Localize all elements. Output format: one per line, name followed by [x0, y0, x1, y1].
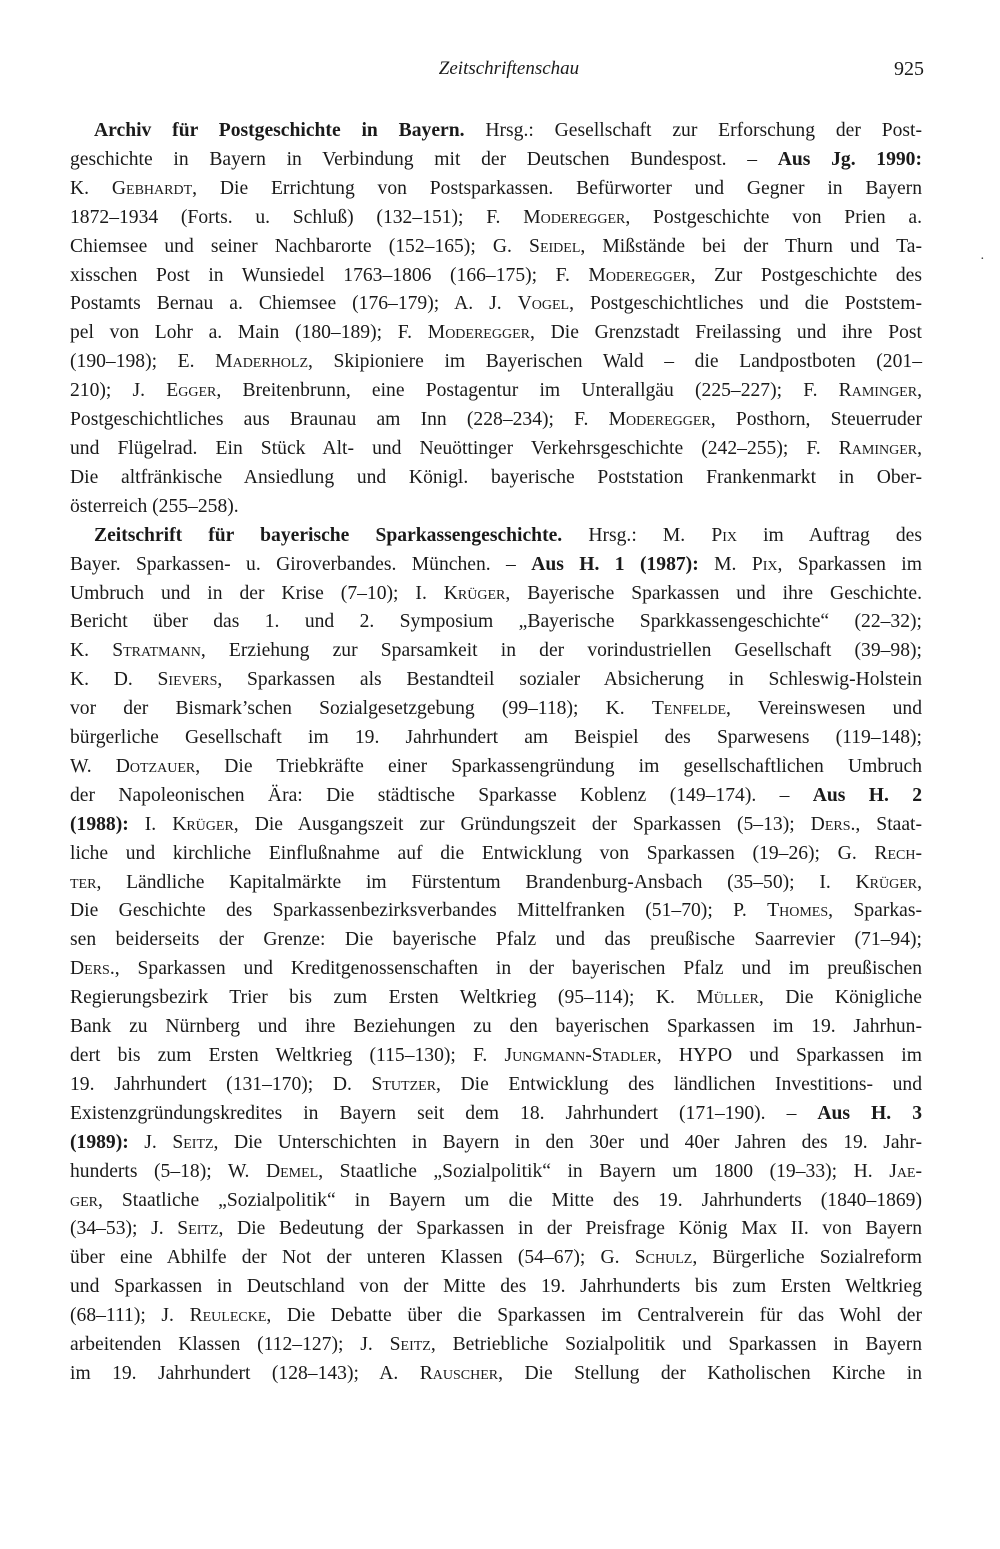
text-line [70, 319, 922, 348]
text-run: , Die Triebkräfte einer Sparkassengründung im gesellschaftlichen Umbruch [195, 755, 922, 777]
text-run: , Posthorn, Steuerruder [710, 409, 922, 431]
bold-text: Aus H. 1 (1987): [531, 553, 699, 575]
author-name: Demel [265, 1160, 319, 1182]
text-run: vor der Bismark’schen Sozialgesetzgebung (99–118); K. [70, 698, 652, 720]
text-line [70, 1302, 922, 1331]
running-title: Zeitschriftenschau [438, 58, 580, 79]
text-line [70, 840, 922, 869]
text-line [70, 290, 922, 319]
text-run: , Postgeschichtliches und die Poststem- [569, 293, 923, 315]
text-line [70, 897, 922, 926]
text-run: und Flügelrad. Ein Stück Alt- und Neuöttinger Verkehrsgeschichte (242–255); F. [70, 437, 839, 459]
author-name: Krüger [443, 582, 506, 604]
text-line [70, 695, 922, 724]
text-run: , Die Bedeutung der Sparkassen in der Preisfrage König Max II. von Bayern [218, 1218, 922, 1240]
author-name: Dotzauer [115, 755, 196, 777]
text-line [70, 377, 922, 406]
text-run: (34–53); J. [70, 1218, 178, 1240]
text-line [70, 435, 922, 464]
text-line [70, 811, 922, 840]
body-text [70, 117, 922, 1389]
bold-text: Aus H. 2 [812, 784, 923, 806]
text-line [70, 262, 922, 291]
text-run: , Die Grenzstadt Freilassing und ihre Post [529, 322, 922, 344]
text-run: , [917, 437, 922, 459]
text-run: der Napoleonischen Ära: Die städtische Sparkasse Koblenz (149–174). – [70, 784, 813, 806]
text-line [70, 1129, 922, 1158]
text-run: Die altfränkische Ansiedlung und Königl. bayerische Poststation Frankenmarkt in Ober- [70, 466, 922, 488]
text-line [70, 1042, 922, 1071]
paragraph [70, 117, 922, 522]
author-name: Reulecke [189, 1305, 267, 1327]
text-line [70, 551, 922, 580]
text-run: , Sparkassen und Kreditgenossenschaften in der bayerischen Pfalz und im preußischen [114, 958, 922, 980]
text-run: und Sparkassen in Deutschland von der Mitte des 19. Jahrhunderts bis zum Ersten Weltkrieg [70, 1276, 922, 1298]
text-line [70, 348, 922, 377]
text-run: sen beiderseits der Grenze: Die bayerische Pfalz und das preußische Saarrevier (71–94); [70, 929, 922, 951]
author-name: Vogel [517, 293, 570, 315]
text-line [70, 926, 922, 955]
text-run: , Sparkassen als Bestandteil sozialer Absicherung in Schleswig-Holstein [217, 669, 922, 691]
text-run: Die Geschichte des Sparkassenbezirksverbandes Mittelfranken (51–70); P. [70, 900, 768, 922]
bold-text: (1988): [70, 813, 129, 835]
text-line [70, 1360, 922, 1389]
text-run: Postgeschichtliches aus Braunau am Inn (228–234); F. [70, 409, 609, 431]
text-run: , Die Debatte über die Sparkassen im Centralverein für das Wohl der [266, 1305, 922, 1327]
text-run: Bericht über das 1. und 2. Symposium „Bayerische Sparkkassengeschichte“ (22–32); [70, 611, 922, 633]
author-name: Raminger [838, 380, 918, 402]
text-run: , Bürgerliche Sozialreform [692, 1247, 922, 1269]
text-run: Bayer. Sparkassen- u. Giroverbandes. München. – [70, 553, 532, 575]
text-run: , Erziehung zur Sparsamkeit in der vorindustriellen Gesellschaft (39–98); [200, 640, 922, 662]
text-line [70, 608, 922, 637]
author-name: Jungmann-Stadler [504, 1045, 657, 1066]
text-line [70, 233, 922, 262]
text-run: arbeitenden Klassen (112–127); J. [70, 1334, 390, 1356]
text-run: K. [70, 177, 112, 199]
text-run: Regierungsbezirk Trier bis zum Ersten Weltkrieg (95–114); K. [70, 987, 697, 1009]
text-run: bürgerliche Gesellschaft im 19. Jahrhundert am Beispiel des Sparwesens (119–148); [70, 727, 922, 749]
bold-text: Aus H. 3 [817, 1102, 922, 1124]
text-run: im 19. Jahrhundert (128–143); A. [70, 1362, 420, 1384]
text-run: 210); J. [70, 380, 167, 402]
text-line [70, 1244, 922, 1273]
text-line [70, 637, 922, 666]
text-run: K. D. [70, 669, 158, 691]
author-name: Müller [696, 987, 759, 1009]
text-run: , Die Unterschichten in Bayern in den 30er und 40er Jahren des 19. Jahr- [213, 1131, 922, 1153]
text-run: Hrsg.: M. [562, 524, 712, 546]
author-name: Moderegger [608, 409, 711, 431]
text-run: pel von Lohr a. Main (180–189); F. [70, 322, 428, 344]
text-run: liche und kirchliche Einflußnahme auf die Entwicklung von Sparkassen (19–26); G. [70, 842, 875, 864]
author-name: Stutzer [371, 1073, 437, 1095]
text-run: I. [128, 813, 173, 835]
text-line [70, 117, 922, 146]
text-run: Existenzgründungskredites in Bayern seit dem 18. Jahrhundert (171–190). – [70, 1102, 818, 1124]
text-run: , Die Entwicklung des ländlichen Investitions- und [436, 1073, 922, 1095]
author-name: Jae- [889, 1160, 922, 1182]
text-run: (190–198); E. [70, 351, 216, 373]
text-run: , Postgeschichte von Prien a. [625, 206, 922, 228]
text-line [70, 782, 922, 811]
author-name: Rech- [874, 842, 922, 864]
text-run: , Sparkas- [828, 900, 923, 922]
author-name: Maderholz [215, 351, 309, 373]
bold-text: Zeitschrift für bayerische Sparkassengeschichte. [94, 524, 563, 546]
text-run: , Die Errichtung von Postsparkassen. Befürworter und Gegner in Bayern [192, 177, 923, 199]
author-name: Pix [751, 553, 778, 575]
text-line [70, 984, 922, 1013]
text-run: , Die Stellung der Katholischen Kirche in [498, 1362, 922, 1384]
text-line [70, 464, 922, 493]
text-run: Bank zu Nürnberg und ihre Beziehungen zu den bayerischen Sparkassen im 19. Jahrhun- [70, 1016, 922, 1038]
text-run: , Staatliche „Sozialpolitik“ in Bayern um 1800 (19–33); H. [318, 1160, 890, 1182]
text-line [70, 493, 922, 522]
author-name: ter [70, 871, 97, 893]
text-line [70, 1158, 922, 1187]
text-run: , [917, 380, 922, 402]
author-name: Schulz [634, 1247, 693, 1269]
text-line [70, 204, 922, 233]
text-line [70, 1331, 922, 1360]
author-name: Raminger [838, 437, 918, 459]
text-line [70, 580, 922, 609]
author-name: Seitz [389, 1334, 431, 1356]
text-run: , Ländliche Kapitalmärkte im Fürstentum Brandenburg-Ansbach (35–50); I. [96, 871, 856, 893]
author-name: ger [70, 1189, 98, 1211]
text-line [70, 146, 922, 175]
text-run: , Bayerische Sparkassen und ihre Geschichte. [505, 582, 922, 604]
text-line [70, 1100, 922, 1129]
text-line [70, 869, 922, 898]
bold-text: Archiv für Postgeschichte in Bayern. [94, 120, 465, 141]
author-name: Seidel [529, 235, 581, 257]
text-run: im Auftrag des [736, 524, 922, 546]
text-line [70, 1215, 922, 1244]
text-run: , Staatliche „Sozialpolitik“ in Bayern um die Mitte des 19. Jahrhunderts (1840–1869) [98, 1189, 922, 1211]
text-run: , Betriebliche Sozialpolitik und Sparkassen in Bayern [430, 1334, 922, 1356]
text-run: , HYPO und Sparkassen im [656, 1045, 922, 1066]
text-run: , Mißstände bei der Thurn und Ta- [580, 235, 922, 257]
author-name: Ders. [810, 813, 856, 835]
text-run: über eine Abhilfe der Not der unteren Klassen (54–67); G. [70, 1247, 635, 1269]
author-name: Seitz [177, 1218, 219, 1240]
paragraph [70, 522, 922, 1389]
text-line [70, 724, 922, 753]
author-name: Ders. [70, 958, 115, 980]
text-run: , [917, 871, 922, 893]
text-run: Chiemsee und seiner Nachbarorte (152–165); G. [70, 235, 530, 257]
author-name: Stratmann [112, 640, 201, 662]
author-name: Seitz [172, 1131, 214, 1153]
margin-mark: · [980, 252, 985, 267]
text-run: , Sparkassen im [777, 553, 922, 575]
text-line [70, 406, 922, 435]
author-name: Pix [711, 524, 737, 546]
bold-text: (1989): [70, 1131, 129, 1153]
text-run: , Vereinswesen und [726, 698, 922, 720]
text-line [70, 1273, 922, 1302]
text-run: (68–111); J. [70, 1305, 190, 1327]
text-line [70, 666, 922, 695]
author-name: Sievers [157, 669, 218, 691]
author-name: Moderegger [523, 206, 626, 228]
text-run: W. [70, 755, 116, 777]
author-name: Rauscher [419, 1362, 499, 1384]
text-run: , Die Königliche [758, 987, 922, 1009]
text-run: K. [70, 640, 113, 662]
text-run: Postamts Bernau a. Chiemsee (176–179); A. J. [70, 293, 518, 315]
bold-text: Aus Jg. 1990: [777, 148, 922, 170]
text-run: 19. Jahrhundert (131–170); D. [70, 1073, 372, 1095]
author-name: Egger [166, 380, 217, 402]
text-line [70, 1071, 922, 1100]
text-line [70, 1187, 922, 1216]
text-run: dert bis zum Ersten Weltkrieg (115–130); F. [70, 1045, 505, 1066]
text-line [70, 753, 922, 782]
author-name: Krüger [855, 871, 918, 893]
author-name: Krüger [172, 813, 234, 835]
text-run: 1872–1934 (Forts. u. Schluß) (132–151); F. [70, 206, 524, 228]
text-run: , Skipioniere im Bayerischen Wald – die Landpostboten (201– [308, 351, 922, 373]
text-run: M. [698, 553, 752, 575]
text-run: , Die Ausgangszeit zur Gründungszeit der Sparkassen (5–13); [233, 813, 811, 835]
text-run: , Breitenbrunn, eine Postagentur im Unterallgäu (225–227); F. [216, 380, 839, 402]
page-header [94, 58, 924, 88]
text-run: , Staat- [855, 813, 923, 835]
text-run: geschichte in Bayern in Verbindung mit der Deutschen Bundespost. – [70, 148, 778, 170]
page-number: 925 [894, 58, 924, 80]
author-name: Moderegger [427, 322, 530, 344]
text-run: , Zur Postgeschichte des [690, 264, 922, 286]
author-name: Thomes [767, 900, 829, 922]
text-line [70, 175, 922, 204]
text-run: Hrsg.: Gesellschaft zur Erforschung der Post- [464, 120, 923, 141]
text-run: xisschen Post in Wunsiedel 1763–1806 (166–175); F. [70, 264, 589, 286]
text-run: hunderts (5–18); W. [70, 1160, 266, 1182]
text-run: österreich (255–258). [70, 495, 239, 517]
text-line [70, 1013, 922, 1042]
text-line [70, 955, 922, 984]
text-line [70, 522, 922, 551]
author-name: Moderegger [588, 264, 691, 286]
author-name: Tenfelde [651, 698, 726, 720]
author-name: Gebhardt [111, 177, 193, 199]
text-run: J. [128, 1131, 173, 1153]
text-run: Umbruch und in der Krise (7–10); I. [70, 582, 444, 604]
